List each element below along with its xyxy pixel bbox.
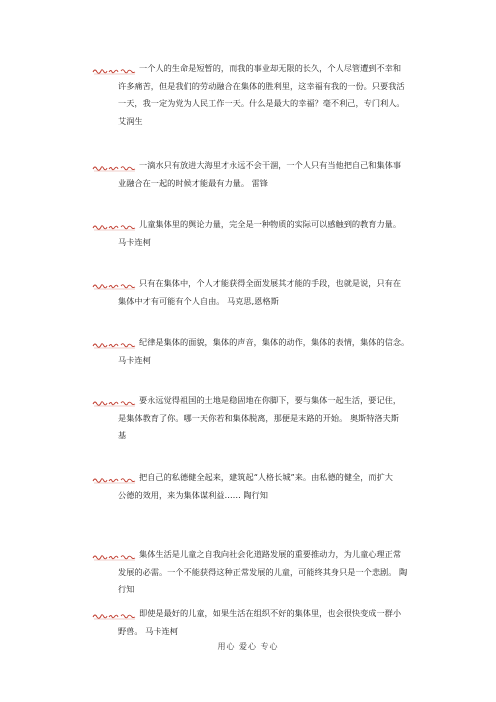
bullet-marker-icon (92, 220, 137, 228)
quote-text: 发展的必需。一个不能获得这种正常发展的儿童，可能终其身只是一个悲剧。 陶 (118, 566, 408, 577)
quote-text: 马卡连柯 (118, 236, 151, 247)
bullet-marker-icon (92, 338, 137, 346)
quote-line (92, 427, 432, 445)
quote-first-line (92, 605, 432, 623)
quote-first-line (92, 157, 432, 175)
quote-text: 行知 (118, 584, 135, 594)
quote-text: 公德的效用，来为集体谋利益…… 陶行知 (118, 489, 268, 500)
quote-text: 许多痛苦，但是我们的劳动融合在集体的胜利里，这幸福有我的一份。只要我活 (118, 80, 405, 91)
quote-text: 一滴水只有放进大海里才永远不会干涸，一个人只有当他把自己和集体事 (139, 160, 402, 170)
quote-text: 是集体教育了你。哪一天你若和集体脱离，那便是末路的开始。 奥斯特洛夫斯 (118, 412, 399, 423)
quote-text: 艾润生 (118, 115, 143, 126)
quote-text: 只有在集体中，个人才能获得全面发展其才能的手段，也就是说，只有在 (139, 278, 402, 288)
quote-first-line (92, 546, 432, 564)
quote-block (92, 605, 432, 640)
bullet-marker-icon (92, 473, 137, 481)
quote-first-line (92, 275, 432, 293)
quote-text: 儿童集体里的舆论力量，完全是一种物质的实际可以感触到的教育力量。 (139, 219, 402, 229)
quote-block (92, 546, 432, 599)
bullet-marker-icon (92, 279, 137, 287)
quote-block (92, 334, 432, 369)
bullet-marker-icon (92, 396, 137, 404)
quote-text: 集体中才有可能有个人自由。 马克思,恩格斯 (118, 295, 279, 306)
quote-line (92, 623, 432, 641)
quote-text: 纪律是集体的面貌，集体的声音，集体的动作，集体的表情，集体的信念。 (139, 337, 410, 347)
quote-text: 业融合在一起的时候才能最有力量。 雷锋 (118, 177, 268, 188)
page-footer: 用心 爱心 专心 (217, 642, 279, 651)
bullet-marker-icon (92, 609, 137, 617)
quote-line (92, 234, 432, 252)
quote-first-line (92, 60, 432, 78)
quote-text: 野兽。 马卡连柯 (118, 625, 178, 636)
quote-first-line (92, 216, 432, 234)
quote-line (92, 581, 432, 599)
quote-text: 即使是最好的儿童，如果生活在组织不好的集体里，也会很快变成一群小 (139, 608, 402, 618)
bullet-marker-icon (92, 550, 137, 558)
quote-line (92, 95, 432, 113)
quote-text: 一天，我一定为党为人民工作一天。什么是最大的幸福？毫不利己，专门利人。 (118, 98, 405, 108)
quote-block (92, 216, 432, 251)
quote-line (92, 352, 432, 370)
bullet-marker-icon (92, 64, 137, 72)
quote-line (92, 564, 432, 582)
quote-first-line (92, 334, 432, 352)
quote-block (92, 392, 432, 445)
quote-text: 马卡连柯 (118, 354, 151, 365)
quote-line (92, 113, 432, 131)
quote-block (92, 275, 432, 310)
quote-text: 集体生活是儿童之自我向社会化道路发展的重要推动力，为儿童心理正常 (139, 549, 402, 559)
quote-text: 一个人的生命是短暂的，而我的事业却无限的长久，个人尽管遭到不幸和 (139, 63, 402, 73)
quote-block (92, 469, 432, 504)
quote-line (92, 410, 432, 428)
quote-first-line (92, 392, 432, 410)
quote-block (92, 157, 432, 192)
quote-line (92, 78, 432, 96)
quote-line (92, 293, 432, 311)
quote-text: 要永远觉得祖国的土地是稳固地在你脚下，要与集体一起生活，要记住， (139, 395, 402, 405)
quote-first-line (92, 469, 432, 487)
quote-text: 基 (118, 430, 127, 440)
quote-block (92, 60, 432, 130)
bullet-marker-icon (92, 161, 137, 169)
quote-text: 把自己的私德健全起来，建筑起“人格长城”来。由私德的健全，而扩大 (139, 472, 393, 482)
quote-line (92, 175, 432, 193)
quote-line (92, 487, 432, 505)
